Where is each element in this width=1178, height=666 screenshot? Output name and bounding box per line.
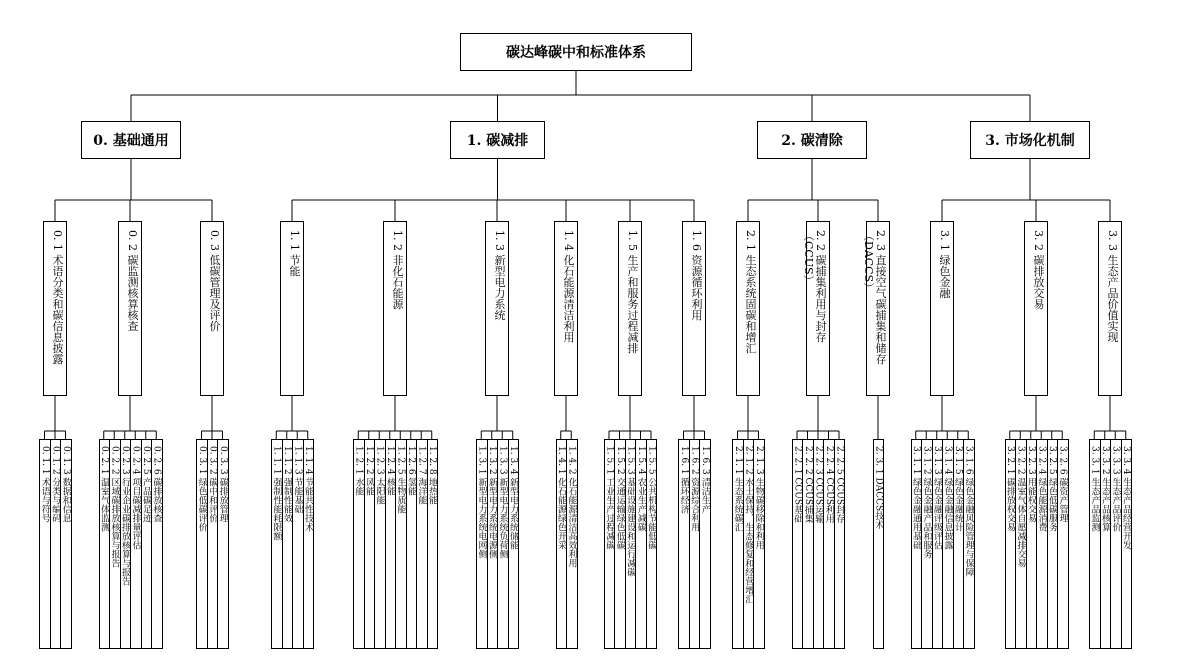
leaf-node: 2. 1. 1 生态系统碳汇 bbox=[732, 439, 744, 649]
subcategory-node: 3. 3 生态产品价值实现 bbox=[1098, 221, 1122, 396]
subcategory-node: 1. 3 新型电力系统 bbox=[485, 221, 509, 396]
leaf-node: 3. 2. 3 用能权交易 bbox=[1026, 439, 1038, 649]
subcategory-node: 2. 1 生态系统固碳和增汇 bbox=[736, 221, 760, 396]
leaf-node: 1. 2. 5 生物质能 bbox=[395, 439, 407, 649]
leaf-node: 1. 1. 1 强制性能耗限额 bbox=[271, 439, 283, 649]
category-node: 2. 碳清除 bbox=[757, 121, 867, 159]
leaf-node: 3. 1. 4 绿色金融信息披露 bbox=[942, 439, 954, 649]
subcategory-node: 0. 2 碳监测核算核查 bbox=[118, 221, 142, 396]
leaf-node: 3. 1. 6 绿色金融风险管理与保障 bbox=[963, 439, 975, 649]
leaf-node: 2. 2. 2 CCUS捕集 bbox=[802, 439, 814, 649]
leaf-node: 1. 2. 7 海洋能 bbox=[416, 439, 428, 649]
leaf-node: 3. 1. 2 绿色金融产品和服务 bbox=[921, 439, 933, 649]
leaf-node: 3. 3. 2 生态产品核算 bbox=[1100, 439, 1112, 649]
category-node: 1. 碳减排 bbox=[450, 121, 545, 159]
leaf-node: 0. 1. 3 数据和信息 bbox=[60, 439, 72, 649]
leaf-node: 2. 2. 3 CCUS运输 bbox=[813, 439, 825, 649]
subcategory-node: 2. 2 碳捕集利用与封存（CCUS） bbox=[806, 221, 830, 396]
leaf-node: 1. 6. 3 清洁生产 bbox=[699, 439, 711, 649]
subcategory-node: 1. 4 化石能源清洁利用 bbox=[554, 221, 578, 396]
leaf-node: 1. 5. 4 农业生产减碳 bbox=[635, 439, 647, 649]
leaf-node: 1. 5. 5 公共机构节能低碳 bbox=[646, 439, 658, 649]
leaf-node: 0. 3. 3 碳排放管理 bbox=[217, 439, 229, 649]
leaf-node: 3. 2. 5 绿色低碳服务 bbox=[1047, 439, 1059, 649]
leaf-node: 0. 1. 1 术语与符号 bbox=[39, 439, 51, 649]
leaf-node: 2. 1. 2 水土保持、生态修复和经营增汇 bbox=[743, 439, 755, 649]
leaf-node: 3. 2. 6 碳资产管理 bbox=[1057, 439, 1069, 649]
leaf-node: 1. 2. 6 氢能 bbox=[406, 439, 418, 649]
leaf-node: 3. 1. 3 绿色金融评级评估 bbox=[932, 439, 944, 649]
subcategory-node: 0. 1 术语分类和碳信息披露 bbox=[43, 221, 67, 396]
leaf-node: 1. 1. 3 节能基础 bbox=[292, 439, 304, 649]
category-node: 0. 基础通用 bbox=[81, 121, 181, 159]
leaf-node: 1. 1. 2 强制性能效 bbox=[282, 439, 294, 649]
leaf-node: 1. 6. 1 循环经济 bbox=[678, 439, 690, 649]
leaf-node: 1. 4. 1 化石能源绿色开采 bbox=[556, 439, 568, 649]
leaf-node: 2. 2. 5 CCUS封存 bbox=[834, 439, 846, 649]
leaf-node: 2. 2. 1 CCUS基础 bbox=[792, 439, 804, 649]
leaf-node: 1. 3. 1 新型电力系统电网侧 bbox=[476, 439, 488, 649]
category-node: 3. 市场化机制 bbox=[970, 121, 1090, 159]
subcategory-node: 3. 1 绿色金融 bbox=[930, 221, 954, 396]
leaf-node: 1. 2. 1 水能 bbox=[353, 439, 365, 649]
leaf-node: 1. 3. 3 新型电力系统负荷侧 bbox=[497, 439, 509, 649]
leaf-node: 0. 3. 1 绿色低碳评价 bbox=[196, 439, 208, 649]
leaf-node: 0. 2. 1 温室气体监测 bbox=[99, 439, 111, 649]
subcategory-node: 1. 1 节能 bbox=[280, 221, 304, 396]
leaf-node: 1. 3. 4 新型电力系统储能 bbox=[508, 439, 520, 649]
leaf-node: 1. 2. 8 地热能 bbox=[427, 439, 439, 649]
leaf-node: 3. 3. 1 生态产品监测 bbox=[1089, 439, 1101, 649]
leaf-node: 0. 2. 2 区域碳排放核算与报告 bbox=[109, 439, 121, 649]
leaf-node: 0. 2. 5 产品碳足迹 bbox=[141, 439, 153, 649]
subcategory-node: 0. 3 低碳管理及评价 bbox=[200, 221, 224, 396]
leaf-node: 1. 2. 4 核能 bbox=[385, 439, 397, 649]
leaf-node: 1. 3. 2 新型电力系统电源侧 bbox=[487, 439, 499, 649]
leaf-node: 0. 3. 2 碳中和评价 bbox=[207, 439, 219, 649]
leaf-node: 2. 1. 3 生物碳移除和利用 bbox=[753, 439, 765, 649]
leaf-node: 1. 1. 4 节能共性技术 bbox=[303, 439, 315, 649]
leaf-node: 0. 2. 3 行业企业碳排放核算与报告 bbox=[120, 439, 132, 649]
leaf-node: 1. 2. 3 太阳能 bbox=[374, 439, 386, 649]
subcategory-node: 3. 2 碳排放交易 bbox=[1024, 221, 1048, 396]
leaf-node: 3. 2. 4 绿色能源消费 bbox=[1036, 439, 1048, 649]
leaf-node: 3. 2. 1 碳排放权交易 bbox=[1005, 439, 1017, 649]
leaf-node: 3. 3. 4 生态产品经营开发 bbox=[1121, 439, 1133, 649]
leaf-node: 0. 1. 2 分类与编码 bbox=[50, 439, 62, 649]
leaf-node: 1. 2. 2 风能 bbox=[364, 439, 376, 649]
root-node: 碳达峰碳中和标准体系 bbox=[460, 33, 692, 71]
subcategory-node: 2. 3 直接空气碳捕集和储存（DACCS） bbox=[866, 221, 890, 396]
leaf-node: 2. 2. 4 CCUS利用 bbox=[823, 439, 835, 649]
leaf-node: 0. 2. 6 碳排放核查 bbox=[151, 439, 163, 649]
leaf-node: 3. 1. 5 绿色金融统计 bbox=[953, 439, 965, 649]
leaf-node: 2. 3. 1 DACCS技术 bbox=[873, 439, 885, 649]
leaf-node: 3. 3. 3 生态产品评价 bbox=[1110, 439, 1122, 649]
leaf-node: 1. 5. 1 工业生产过程减碳 bbox=[604, 439, 616, 649]
subcategory-node: 1. 6 资源循环利用 bbox=[682, 221, 706, 396]
subcategory-node: 1. 2 非化石能源 bbox=[383, 221, 407, 396]
leaf-node: 1. 5. 3 基础设施建设和运行减碳 bbox=[625, 439, 637, 649]
subcategory-node: 1. 5 生产和服务过程减排 bbox=[618, 221, 642, 396]
leaf-node: 1. 4. 2 化石能源清洁高效利用 bbox=[566, 439, 578, 649]
leaf-node: 1. 5. 2 交通运输绿色低碳 bbox=[614, 439, 626, 649]
leaf-node: 3. 1. 1 绿色金融通用基础 bbox=[911, 439, 923, 649]
leaf-node: 3. 2. 2 温室气体自愿减排交易 bbox=[1015, 439, 1027, 649]
leaf-node: 1. 6. 2 资源综合利用 bbox=[689, 439, 701, 649]
leaf-node: 0. 2. 4 项目碳减排量评估 bbox=[130, 439, 142, 649]
